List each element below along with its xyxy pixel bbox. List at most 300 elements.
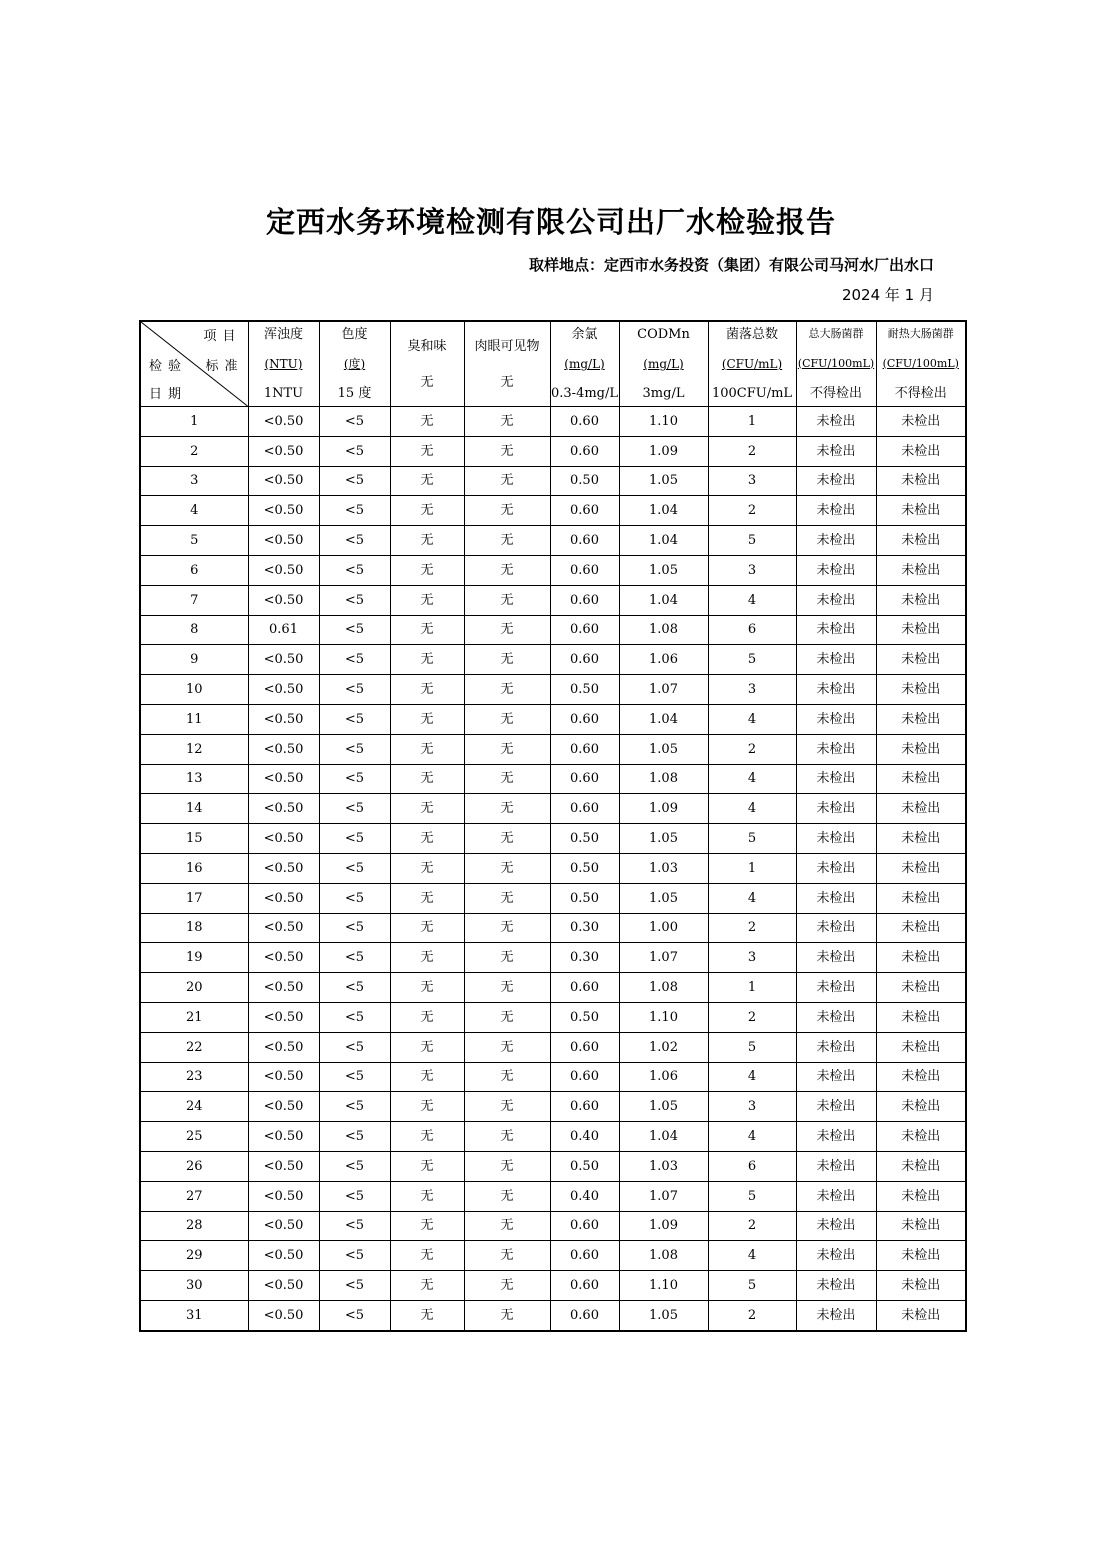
- value-cell: 0.40: [550, 1122, 619, 1152]
- value-cell: 6: [708, 615, 796, 645]
- value-cell: 4: [708, 1241, 796, 1271]
- value-cell: 2: [708, 436, 796, 466]
- corner-item-label: 项目: [203, 329, 242, 344]
- value-cell: <0.50: [248, 555, 319, 585]
- value-cell: 未检出: [796, 436, 876, 466]
- value-cell: 0.60: [550, 436, 619, 466]
- value-cell: 无: [464, 585, 550, 615]
- value-cell: 5: [708, 645, 796, 675]
- value-cell: 0.50: [550, 883, 619, 913]
- value-cell: 1.05: [619, 466, 708, 496]
- value-cell: 0.60: [550, 407, 619, 437]
- value-cell: 无: [464, 436, 550, 466]
- column-standard: 15 度: [337, 386, 372, 401]
- value-cell: 1.10: [619, 407, 708, 437]
- value-cell: 1.09: [619, 436, 708, 466]
- value-cell: 4: [708, 1062, 796, 1092]
- day-cell: 11: [140, 704, 248, 734]
- value-cell: <0.50: [248, 407, 319, 437]
- day-cell: 27: [140, 1181, 248, 1211]
- value-cell: 2: [708, 1300, 796, 1330]
- value-cell: 0.60: [550, 555, 619, 585]
- value-cell: <0.50: [248, 1241, 319, 1271]
- value-cell: 无: [464, 943, 550, 973]
- value-cell: 无: [390, 704, 464, 734]
- value-cell: 5: [708, 1181, 796, 1211]
- value-cell: <0.50: [248, 824, 319, 854]
- value-cell: 0.50: [550, 466, 619, 496]
- value-cell: 无: [390, 734, 464, 764]
- value-cell: 5: [708, 1032, 796, 1062]
- value-cell: 0.60: [550, 1211, 619, 1241]
- value-cell: 未检出: [796, 496, 876, 526]
- value-cell: 0.60: [550, 973, 619, 1003]
- table-row: [140, 1122, 966, 1152]
- value-cell: 无: [464, 615, 550, 645]
- table-row: [140, 466, 966, 496]
- value-cell: <5: [319, 555, 390, 585]
- value-cell: 2: [708, 496, 796, 526]
- value-cell: <5: [319, 407, 390, 437]
- value-cell: 未检出: [876, 1032, 966, 1062]
- value-cell: <5: [319, 1032, 390, 1062]
- table-row: [140, 555, 966, 585]
- value-cell: 未检出: [876, 496, 966, 526]
- value-cell: 未检出: [796, 526, 876, 556]
- value-cell: 1.07: [619, 943, 708, 973]
- column-name: CODMn: [637, 327, 690, 342]
- column-standard: 不得检出: [894, 386, 947, 401]
- value-cell: 未检出: [796, 1122, 876, 1152]
- value-cell: <5: [319, 704, 390, 734]
- value-cell: 1: [708, 973, 796, 1003]
- value-cell: 无: [390, 883, 464, 913]
- column-name: 耐热大肠菌群: [887, 327, 954, 340]
- value-cell: 无: [464, 853, 550, 883]
- value-cell: <5: [319, 853, 390, 883]
- value-cell: 无: [390, 645, 464, 675]
- value-cell: 无: [390, 436, 464, 466]
- value-cell: 无: [464, 764, 550, 794]
- value-cell: <5: [319, 734, 390, 764]
- value-cell: 未检出: [796, 1062, 876, 1092]
- day-cell: 6: [140, 555, 248, 585]
- day-cell: 8: [140, 615, 248, 645]
- value-cell: 无: [390, 764, 464, 794]
- day-cell: 12: [140, 734, 248, 764]
- table-row: [140, 407, 966, 437]
- value-cell: 1.04: [619, 496, 708, 526]
- column-unit: (度): [343, 357, 366, 371]
- table-row: [140, 1300, 966, 1330]
- table-row: [140, 1062, 966, 1092]
- value-cell: 未检出: [796, 1181, 876, 1211]
- report-date: 2024 年 1 月: [841, 286, 934, 304]
- table-row: [140, 1151, 966, 1181]
- value-cell: 0.60: [550, 1271, 619, 1301]
- value-cell: <5: [319, 436, 390, 466]
- value-cell: 0.60: [550, 734, 619, 764]
- value-cell: 0.30: [550, 943, 619, 973]
- value-cell: <5: [319, 883, 390, 913]
- value-cell: 无: [464, 555, 550, 585]
- value-cell: 1.08: [619, 615, 708, 645]
- table-row: [140, 973, 966, 1003]
- value-cell: 无: [390, 1062, 464, 1092]
- value-cell: 无: [390, 555, 464, 585]
- sampling-location: 取样地点：定西市水务投资（集团）有限公司马河水厂出水口: [528, 256, 934, 274]
- value-cell: 未检出: [796, 645, 876, 675]
- value-cell: 4: [708, 794, 796, 824]
- value-cell: 5: [708, 824, 796, 854]
- value-cell: 无: [464, 1062, 550, 1092]
- value-cell: 1.04: [619, 526, 708, 556]
- value-cell: 3: [708, 675, 796, 705]
- value-cell: 未检出: [876, 1271, 966, 1301]
- value-cell: 1.05: [619, 1092, 708, 1122]
- value-cell: 未检出: [876, 913, 966, 943]
- value-cell: 未检出: [796, 1241, 876, 1271]
- day-cell: 9: [140, 645, 248, 675]
- value-cell: 0.60: [550, 1062, 619, 1092]
- value-cell: 未检出: [876, 824, 966, 854]
- value-cell: 4: [708, 585, 796, 615]
- column-unit: (CFU/100mL): [882, 356, 959, 370]
- value-cell: <5: [319, 1151, 390, 1181]
- value-cell: <0.50: [248, 675, 319, 705]
- value-cell: 无: [390, 1151, 464, 1181]
- value-cell: 未检出: [876, 764, 966, 794]
- table-row: [140, 645, 966, 675]
- value-cell: 无: [464, 913, 550, 943]
- value-cell: 未检出: [796, 973, 876, 1003]
- day-cell: 19: [140, 943, 248, 973]
- value-cell: 1.07: [619, 1181, 708, 1211]
- day-cell: 13: [140, 764, 248, 794]
- value-cell: <0.50: [248, 1122, 319, 1152]
- value-cell: 6: [708, 1151, 796, 1181]
- value-cell: 无: [464, 824, 550, 854]
- value-cell: <5: [319, 913, 390, 943]
- column-name: 臭和味: [407, 338, 447, 354]
- value-cell: 1.04: [619, 704, 708, 734]
- value-cell: 0.60: [550, 585, 619, 615]
- value-cell: 无: [390, 526, 464, 556]
- value-cell: 无: [464, 1241, 550, 1271]
- value-cell: 未检出: [876, 1181, 966, 1211]
- table-row: [140, 824, 966, 854]
- value-cell: <0.50: [248, 526, 319, 556]
- value-cell: 未检出: [876, 1211, 966, 1241]
- value-cell: 1.10: [619, 1002, 708, 1032]
- value-cell: <0.50: [248, 1300, 319, 1330]
- value-cell: 0.61: [248, 615, 319, 645]
- value-cell: 无: [464, 1002, 550, 1032]
- value-cell: 1.02: [619, 1032, 708, 1062]
- header-cell: [619, 321, 708, 407]
- table-row: [140, 526, 966, 556]
- value-cell: 无: [464, 645, 550, 675]
- day-cell: 5: [140, 526, 248, 556]
- value-cell: 0.60: [550, 1300, 619, 1330]
- day-cell: 10: [140, 675, 248, 705]
- value-cell: 1.05: [619, 734, 708, 764]
- value-cell: <0.50: [248, 436, 319, 466]
- value-cell: <0.50: [248, 764, 319, 794]
- value-cell: 0.60: [550, 645, 619, 675]
- value-cell: 未检出: [876, 734, 966, 764]
- value-cell: 0.60: [550, 526, 619, 556]
- value-cell: <0.50: [248, 1092, 319, 1122]
- value-cell: <0.50: [248, 1151, 319, 1181]
- value-cell: 1.10: [619, 1271, 708, 1301]
- value-cell: 无: [390, 1300, 464, 1330]
- table-row: [140, 585, 966, 615]
- day-cell: 20: [140, 973, 248, 1003]
- value-cell: 无: [390, 1002, 464, 1032]
- header-cell: [390, 321, 464, 407]
- corner-cell: [140, 321, 248, 407]
- value-cell: 无: [464, 1092, 550, 1122]
- column-standard: 100CFU/mL: [711, 386, 793, 401]
- value-cell: <0.50: [248, 734, 319, 764]
- value-cell: 0.40: [550, 1181, 619, 1211]
- value-cell: 未检出: [796, 1300, 876, 1330]
- value-cell: <0.50: [248, 1271, 319, 1301]
- report-table: [139, 320, 967, 1332]
- value-cell: 未检出: [796, 794, 876, 824]
- value-cell: 1.05: [619, 824, 708, 854]
- value-cell: <5: [319, 794, 390, 824]
- table-row: [140, 496, 966, 526]
- day-cell: 18: [140, 913, 248, 943]
- value-cell: 无: [390, 1181, 464, 1211]
- value-cell: <0.50: [248, 1002, 319, 1032]
- value-cell: 无: [390, 973, 464, 1003]
- column-standard: 不得检出: [809, 386, 862, 401]
- value-cell: 5: [708, 1271, 796, 1301]
- value-cell: 未检出: [796, 585, 876, 615]
- value-cell: 无: [390, 675, 464, 705]
- table-row: [140, 734, 966, 764]
- value-cell: 未检出: [876, 1002, 966, 1032]
- value-cell: 无: [464, 407, 550, 437]
- value-cell: 无: [390, 407, 464, 437]
- value-cell: <5: [319, 824, 390, 854]
- value-cell: 未检出: [796, 943, 876, 973]
- table-row: [140, 913, 966, 943]
- value-cell: <0.50: [248, 466, 319, 496]
- value-cell: 未检出: [876, 615, 966, 645]
- table-row: [140, 1271, 966, 1301]
- value-cell: 未检出: [796, 1002, 876, 1032]
- column-unit: (NTU): [264, 357, 303, 371]
- value-cell: <0.50: [248, 943, 319, 973]
- day-cell: 21: [140, 1002, 248, 1032]
- value-cell: 3: [708, 466, 796, 496]
- value-cell: 0.60: [550, 496, 619, 526]
- column-name: 肉眼可见物: [474, 338, 540, 354]
- value-cell: 未检出: [876, 853, 966, 883]
- table-row: [140, 943, 966, 973]
- value-cell: 未检出: [796, 1151, 876, 1181]
- value-cell: 未检出: [876, 794, 966, 824]
- value-cell: 未检出: [876, 585, 966, 615]
- value-cell: <5: [319, 496, 390, 526]
- value-cell: 0.60: [550, 764, 619, 794]
- value-cell: 未检出: [876, 1062, 966, 1092]
- day-cell: 14: [140, 794, 248, 824]
- value-cell: 未检出: [796, 704, 876, 734]
- value-cell: <0.50: [248, 1181, 319, 1211]
- table-row: [140, 794, 966, 824]
- corner-check-label: 检验: [149, 359, 188, 374]
- value-cell: 无: [464, 1271, 550, 1301]
- value-cell: 1.05: [619, 555, 708, 585]
- table-row: [140, 1181, 966, 1211]
- value-cell: 无: [464, 675, 550, 705]
- corner-standard-label: 标准: [205, 359, 244, 374]
- day-cell: 22: [140, 1032, 248, 1062]
- value-cell: 无: [390, 585, 464, 615]
- value-cell: 未检出: [796, 1092, 876, 1122]
- value-cell: <0.50: [248, 1032, 319, 1062]
- table-row: [140, 1002, 966, 1032]
- value-cell: 1.04: [619, 1122, 708, 1152]
- value-cell: 1.04: [619, 585, 708, 615]
- value-cell: 无: [390, 1122, 464, 1152]
- value-cell: <0.50: [248, 496, 319, 526]
- header-cell: [464, 321, 550, 407]
- column-unit: (mg/L): [564, 357, 605, 371]
- value-cell: 无: [464, 1151, 550, 1181]
- column-standard: 无: [500, 374, 514, 390]
- value-cell: <5: [319, 1092, 390, 1122]
- value-cell: <5: [319, 973, 390, 1003]
- value-cell: 未检出: [796, 734, 876, 764]
- value-cell: <5: [319, 1122, 390, 1152]
- value-cell: <5: [319, 764, 390, 794]
- value-cell: 无: [464, 973, 550, 1003]
- table-row: [140, 704, 966, 734]
- value-cell: 0.30: [550, 913, 619, 943]
- value-cell: 1: [708, 853, 796, 883]
- value-cell: 未检出: [876, 943, 966, 973]
- day-cell: 17: [140, 883, 248, 913]
- value-cell: 未检出: [876, 1151, 966, 1181]
- value-cell: <5: [319, 1002, 390, 1032]
- header-cell: [319, 321, 390, 407]
- value-cell: 未检出: [876, 645, 966, 675]
- header-cell: [876, 321, 966, 407]
- table-row: [140, 615, 966, 645]
- value-cell: 未检出: [876, 704, 966, 734]
- value-cell: 未检出: [796, 1211, 876, 1241]
- column-name: 余氯: [571, 327, 598, 342]
- value-cell: <0.50: [248, 704, 319, 734]
- value-cell: 3: [708, 1092, 796, 1122]
- value-cell: 无: [464, 526, 550, 556]
- day-cell: 30: [140, 1271, 248, 1301]
- value-cell: 无: [390, 853, 464, 883]
- value-cell: 1.06: [619, 1062, 708, 1092]
- value-cell: 未检出: [876, 883, 966, 913]
- value-cell: 1.08: [619, 764, 708, 794]
- column-standard: 3mg/L: [642, 386, 685, 401]
- value-cell: 1: [708, 407, 796, 437]
- value-cell: 2: [708, 913, 796, 943]
- value-cell: 3: [708, 555, 796, 585]
- value-cell: 0.50: [550, 1002, 619, 1032]
- column-unit: (CFU/100mL): [797, 356, 875, 370]
- table-row: [140, 1032, 966, 1062]
- day-cell: 26: [140, 1151, 248, 1181]
- value-cell: 0.60: [550, 794, 619, 824]
- header-cell: [248, 321, 319, 407]
- value-cell: <5: [319, 1241, 390, 1271]
- value-cell: 4: [708, 704, 796, 734]
- value-cell: 未检出: [796, 853, 876, 883]
- value-cell: 未检出: [796, 615, 876, 645]
- column-unit: (CFU/mL): [721, 357, 783, 371]
- value-cell: 1.05: [619, 1300, 708, 1330]
- value-cell: 未检出: [796, 466, 876, 496]
- table-row: [140, 883, 966, 913]
- day-cell: 15: [140, 824, 248, 854]
- value-cell: 未检出: [876, 1300, 966, 1330]
- column-name: 总大肠菌群: [808, 327, 864, 340]
- value-cell: 2: [708, 734, 796, 764]
- value-cell: 1.08: [619, 973, 708, 1003]
- value-cell: 无: [464, 883, 550, 913]
- value-cell: 无: [390, 466, 464, 496]
- value-cell: 0.50: [550, 824, 619, 854]
- value-cell: 1.06: [619, 645, 708, 675]
- value-cell: <0.50: [248, 913, 319, 943]
- value-cell: 无: [390, 1211, 464, 1241]
- value-cell: <5: [319, 526, 390, 556]
- day-cell: 28: [140, 1211, 248, 1241]
- table-row: [140, 675, 966, 705]
- value-cell: 无: [464, 704, 550, 734]
- value-cell: 未检出: [876, 407, 966, 437]
- day-cell: 1: [140, 407, 248, 437]
- corner-date-label: 日期: [149, 387, 188, 402]
- value-cell: 未检出: [796, 407, 876, 437]
- table-row: [140, 764, 966, 794]
- column-standard: 0.3-4mg/L: [551, 386, 618, 401]
- value-cell: 无: [390, 615, 464, 645]
- value-cell: 无: [390, 1032, 464, 1062]
- value-cell: 3: [708, 943, 796, 973]
- value-cell: 1.07: [619, 675, 708, 705]
- value-cell: <5: [319, 943, 390, 973]
- value-cell: 未检出: [796, 1271, 876, 1301]
- value-cell: 无: [390, 913, 464, 943]
- column-standard: 1NTU: [263, 386, 304, 401]
- value-cell: 0.60: [550, 704, 619, 734]
- column-unit: (mg/L): [643, 357, 684, 371]
- value-cell: 无: [390, 496, 464, 526]
- column-standard: 无: [420, 374, 434, 390]
- value-cell: 无: [390, 1241, 464, 1271]
- value-cell: <0.50: [248, 1062, 319, 1092]
- value-cell: 未检出: [796, 555, 876, 585]
- value-cell: <0.50: [248, 883, 319, 913]
- value-cell: 未检出: [796, 675, 876, 705]
- value-cell: 无: [390, 943, 464, 973]
- value-cell: 无: [464, 1211, 550, 1241]
